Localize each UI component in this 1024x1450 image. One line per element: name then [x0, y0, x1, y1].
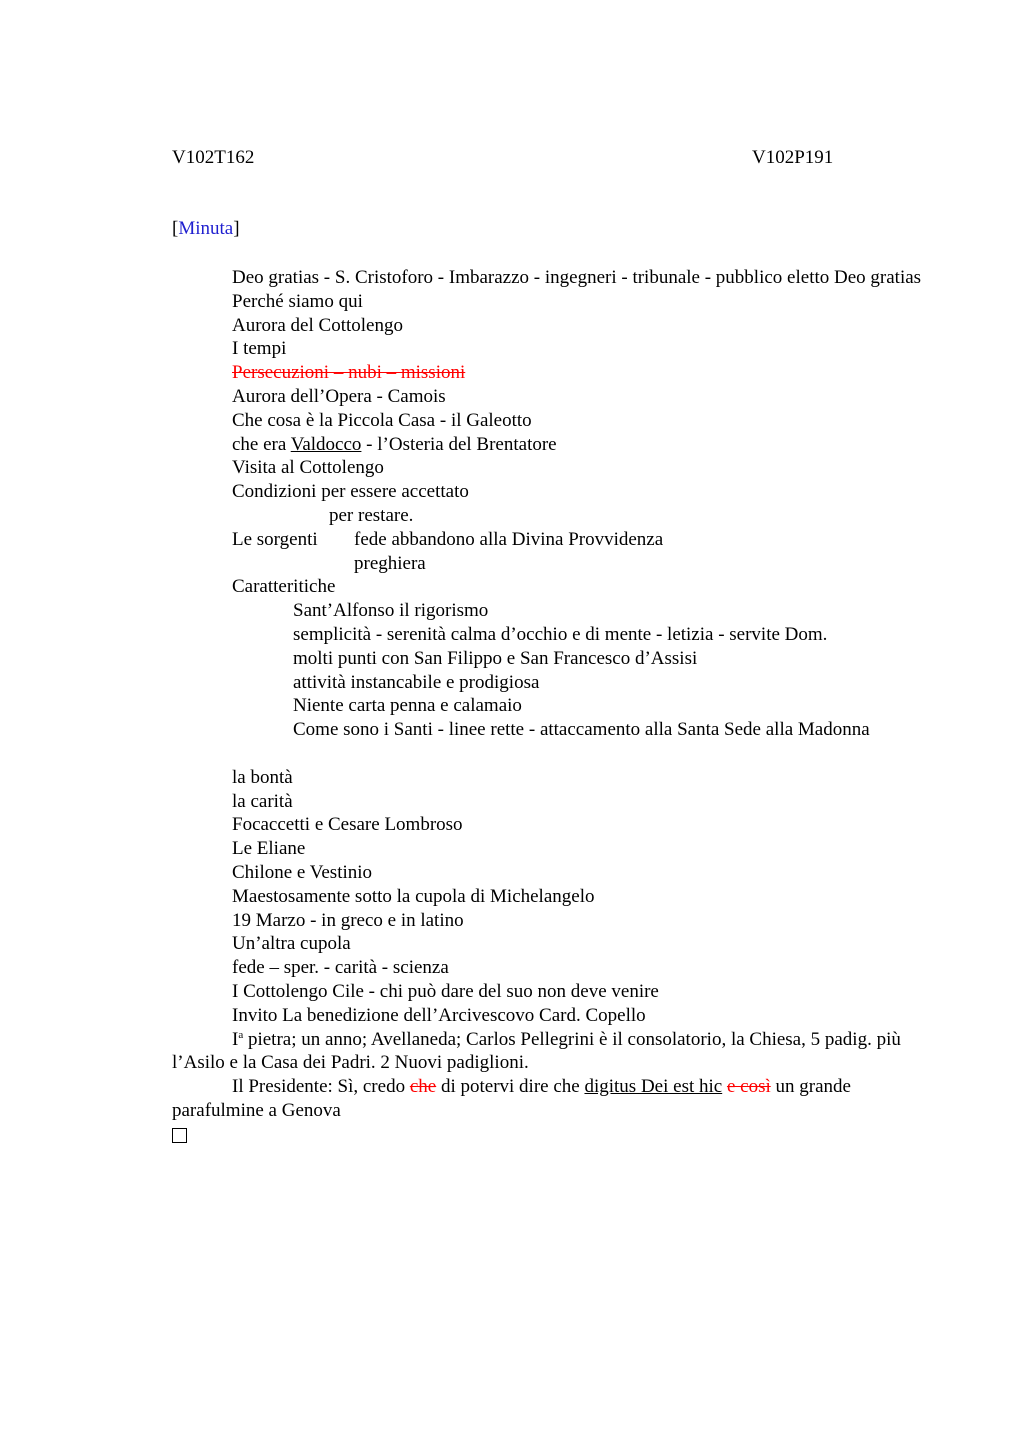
superscript: a	[238, 1028, 244, 1041]
body-line: per restare.	[329, 504, 414, 526]
body-line: Visita al Cottolengo	[232, 457, 384, 479]
document-code-left: V102T162	[172, 147, 255, 168]
text-segment: un grande parafulmine a Genova	[172, 1076, 851, 1121]
body-line: Caratteritiche	[232, 576, 336, 598]
body-line: Deo gratias - S. Cristoforo - Imbarazzo - ingegneri - tribunale - pubblico eletto Deo gratias	[232, 267, 922, 288]
text-segment: che era	[232, 433, 291, 455]
body-line	[172, 528, 924, 552]
body-line: fede – sper. - carità - scienza	[232, 957, 449, 979]
body-line: I Cottolengo Cile - chi può dare del suo non deve venire	[232, 980, 659, 1002]
body-line: Aurora dell’Opera - Camois	[232, 385, 446, 407]
body-line: attività instancabile e prodigiosa	[293, 671, 540, 693]
minuta-label	[172, 217, 240, 241]
text-segment: pietra; un anno; Avellaneda; Carlos Pellegrini è il consolatorio, la Chiesa, 5 padig. più l’Asilo e la Casa dei Padri. 2 Nuovi padiglioni.	[172, 1028, 901, 1074]
body-line: Sant’Alfonso il rigorismo	[293, 600, 489, 622]
body-line	[172, 1028, 924, 1076]
underlined-text: Valdocco	[290, 433, 362, 455]
bracket-open: [	[172, 218, 179, 239]
body-line: Le Eliane	[232, 838, 306, 860]
body-line: Focaccetti e Cesare Lombroso	[232, 814, 463, 836]
sorgenti-label: Le sorgenti	[232, 528, 318, 550]
struck-line	[172, 361, 924, 385]
body-line: Niente carta penna e calamaio	[293, 695, 522, 717]
text-segment: - l’Osteria del Brentatore	[361, 433, 557, 455]
body-line: Perché siamo qui	[232, 290, 363, 312]
deleted-text: Persecuzioni – nubi – missioni	[232, 362, 466, 384]
text-segment: I	[232, 1028, 239, 1050]
body-line: Maestosamente sotto la cupola di Michelangelo	[232, 885, 595, 907]
blank-line	[172, 742, 924, 766]
deleted-text: e così	[726, 1076, 771, 1098]
bracket-close: ]	[233, 218, 240, 239]
document-body	[172, 266, 924, 1149]
body-line	[172, 433, 924, 457]
body-line	[172, 1075, 924, 1123]
body-line: semplicità - serenità calma d’occhio e di mente - letizia - servite Dom.	[293, 623, 828, 645]
deleted-text: che	[409, 1076, 437, 1098]
body-line: la bontà	[232, 766, 293, 788]
body-line: Che cosa è la Piccola Casa - il Galeotto	[232, 409, 532, 431]
body-line: la carità	[232, 790, 293, 812]
body-line: 19 Marzo - in greco e in latino	[232, 909, 464, 931]
end-box-icon	[172, 1123, 924, 1150]
body-line: Invito La benedizione dell’Arcivescovo Card. Copello	[232, 1004, 646, 1026]
body-line: preghiera	[354, 552, 426, 574]
body-line: Aurora del Cottolengo	[232, 314, 403, 336]
body-line: Chilone e Vestinio	[232, 861, 373, 883]
minuta-link[interactable]: Minuta	[178, 218, 234, 239]
text-segment: Il Presidente: Sì, credo	[232, 1076, 410, 1098]
text-segment: fede abbandono alla Divina Provvidenza	[354, 528, 664, 550]
body-line: Condizioni per essere accettato	[232, 481, 469, 503]
body-line: Un’altra cupola	[232, 933, 351, 955]
underlined-text: digitus Dei est hic	[584, 1076, 723, 1098]
body-line: molti punti con San Filippo e San Francesco d’Assisi	[293, 647, 698, 669]
body-line: Come sono i Santi - linee rette - attaccamento alla Santa Sede alla Madonna	[293, 719, 870, 741]
text-segment: di potervi dire che	[436, 1076, 585, 1098]
body-line: I tempi	[232, 338, 287, 360]
document-code-right: V102P191	[752, 147, 834, 168]
